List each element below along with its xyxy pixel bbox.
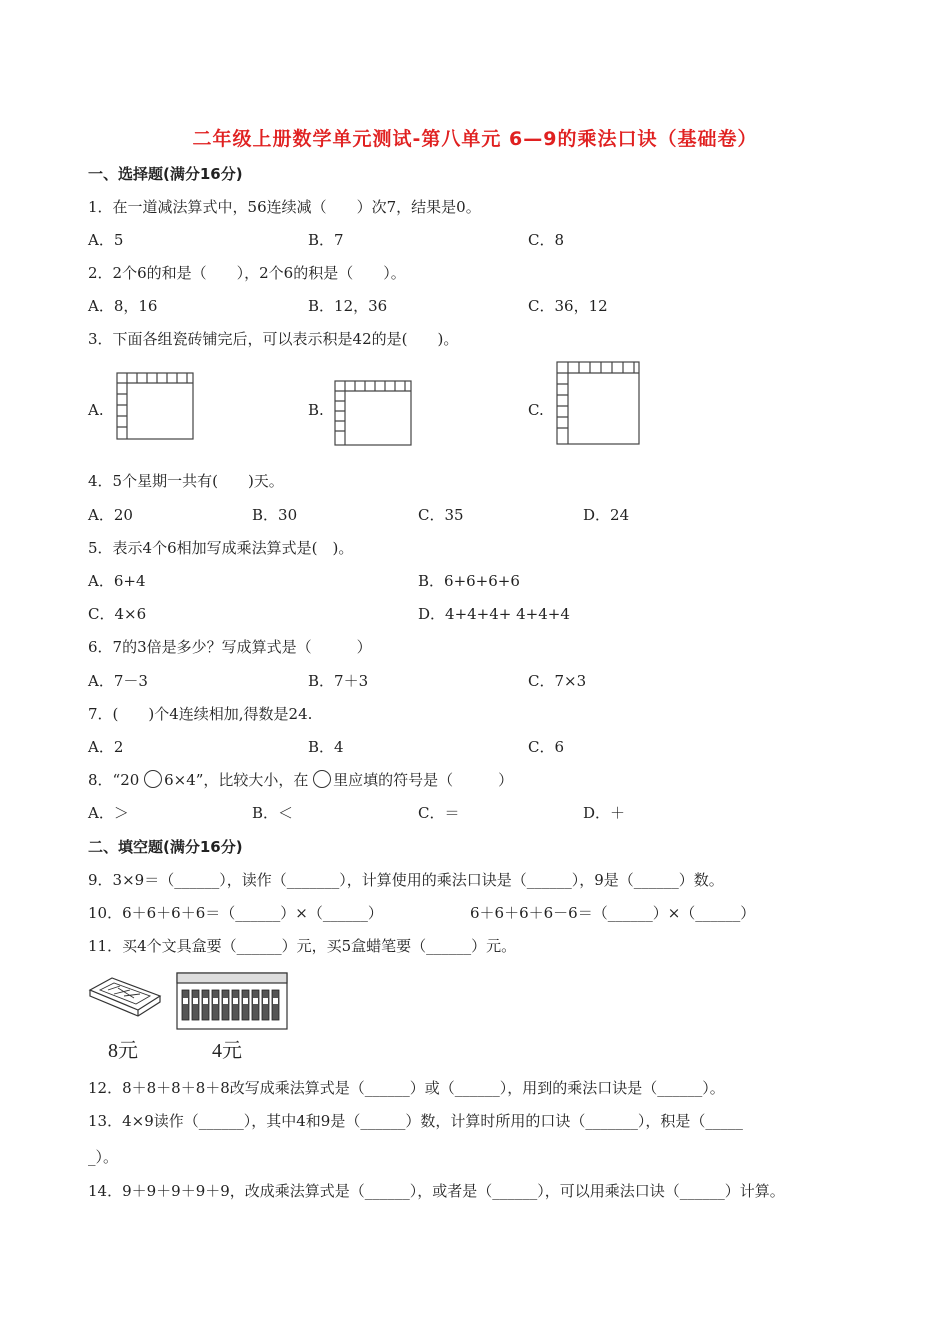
q2-option-c: C．36，12 bbox=[528, 297, 608, 315]
q7-option-a: A．2 bbox=[88, 738, 124, 756]
question-9: 9．3×9＝（______），读作（_______），计算使用的乘法口诀是（______），9是（______）数。 bbox=[88, 871, 724, 889]
circle-blank-icon bbox=[313, 770, 331, 788]
q8-text-start: 8．“20 bbox=[88, 771, 145, 789]
pencil-box-price: 8元 bbox=[108, 1040, 138, 1062]
tile-figure-c bbox=[552, 358, 644, 448]
tile-figure-a bbox=[112, 368, 198, 444]
question-6: 6．7的3倍是多少？写成算式是（ ） bbox=[88, 638, 372, 656]
q2-option-a: A．8，16 bbox=[88, 297, 158, 315]
question-8 bbox=[88, 770, 513, 790]
q1-option-c: C．8 bbox=[528, 231, 565, 249]
q4-option-b: B．30 bbox=[252, 506, 298, 524]
crayon-box-price: 4元 bbox=[212, 1040, 242, 1062]
question-2: 2．2个6的和是（ ），2个6的积是（ ）。 bbox=[88, 264, 406, 282]
q8-option-c: C．＝ bbox=[418, 804, 460, 822]
q8-option-a: A．＞ bbox=[88, 804, 129, 822]
q5-option-a: A．6+4 bbox=[88, 572, 146, 590]
q4-option-d: D．24 bbox=[583, 506, 630, 524]
circle-blank-icon bbox=[144, 770, 162, 788]
q5-option-b: B．6+6+6+6 bbox=[418, 572, 520, 590]
q3-option-c: C. bbox=[528, 401, 544, 419]
section-heading-fill: 二、填空题(满分16分) bbox=[88, 838, 243, 856]
q6-option-a: A．7－3 bbox=[88, 672, 148, 690]
q6-option-c: C．7×3 bbox=[528, 672, 587, 690]
q6-option-b: B．7＋3 bbox=[308, 672, 369, 690]
question-13: 13．4×9读作（______），其中4和9是（______）数，计算时所用的口诀（_______），积是（_____ bbox=[88, 1112, 743, 1130]
question-3: 3．下面各组瓷砖铺完后，可以表示积是42的是( )。 bbox=[88, 330, 459, 348]
q5-option-d: D．4+4+4+ 4+4+4 bbox=[418, 605, 570, 623]
q8-text-end: 里应填的符号是（ ） bbox=[333, 771, 514, 789]
q7-option-c: C．6 bbox=[528, 738, 565, 756]
tile-figure-b bbox=[330, 378, 416, 448]
q3-option-b: B. bbox=[308, 401, 324, 419]
question-14: 14．9＋9＋9＋9＋9，改成乘法算式是（______），或者是（______），可以用乘法口诀（______）计算。 bbox=[88, 1182, 785, 1200]
question-12: 12．8＋8＋8＋8＋8改写成乘法算式是（______）或（______），用到的乘法口诀是（______）。 bbox=[88, 1079, 725, 1097]
pencil-box-image bbox=[84, 972, 164, 1018]
q8-option-d: D．＋ bbox=[583, 804, 626, 822]
section-heading-choice: 一、选择题(满分16分) bbox=[88, 165, 243, 183]
question-1: 1．在一道减法算式中，56连续减（ ）次7，结果是0。 bbox=[88, 198, 481, 216]
q8-option-b: B．＜ bbox=[252, 804, 294, 822]
q5-option-c: C．4×6 bbox=[88, 605, 147, 623]
q3-option-a: A. bbox=[88, 401, 104, 419]
q1-option-a: A．5 bbox=[88, 231, 124, 249]
question-10-right: 6＋6＋6＋6－6＝（______）×（______） bbox=[470, 904, 756, 922]
q4-option-a: A．20 bbox=[88, 506, 133, 524]
q7-option-b: B．4 bbox=[308, 738, 344, 756]
question-11: 11．买4个文具盒要（______）元，买5盒蜡笔要（______）元。 bbox=[88, 937, 517, 955]
question-4: 4．5个星期一共有( )天。 bbox=[88, 472, 284, 490]
q4-option-c: C．35 bbox=[418, 506, 464, 524]
question-5: 5．表示4个6相加写成乘法算式是( )。 bbox=[88, 539, 354, 557]
page-title: 二年级上册数学单元测试-第八单元 6—9的乘法口诀（基础卷） bbox=[192, 128, 758, 150]
question-13-continued: _）。 bbox=[88, 1148, 119, 1166]
question-10-left: 10．6＋6＋6＋6＝（______）×（______） bbox=[88, 904, 383, 922]
crayon-box-image bbox=[174, 970, 290, 1032]
q1-option-b: B．7 bbox=[308, 231, 344, 249]
q2-option-b: B．12，36 bbox=[308, 297, 388, 315]
question-7: 7．( )个4连续相加,得数是24. bbox=[88, 705, 313, 723]
q8-text-middle: 6×4”，比较大小，在 bbox=[164, 771, 314, 789]
